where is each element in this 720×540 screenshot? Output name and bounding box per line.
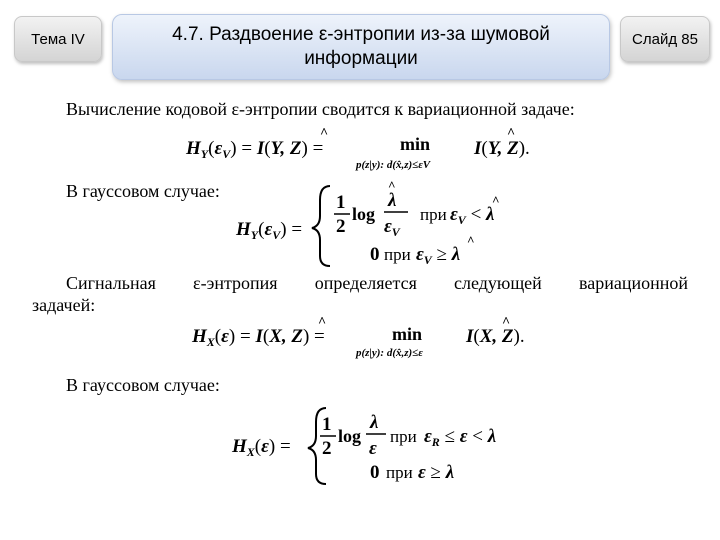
svg-text:при: при <box>384 245 411 264</box>
paragraph-gauss-1: В гауссовом случае: <box>66 181 220 201</box>
svg-text:HY(εV) =: $H_Y(\varepsilon_V)$ = <box>236 219 303 242</box>
svg-text:1: 1 <box>322 414 332 435</box>
log-word-2: log <box>338 426 362 446</box>
svg-text:1: 1 <box>336 192 346 213</box>
svg-text:при: при <box>390 427 417 446</box>
svg-text:λ: λ <box>370 412 379 433</box>
svg-text:εV: $\varepsilon_V$ <box>384 216 400 239</box>
svg-text:^: ^ <box>318 316 327 330</box>
svg-text:HY(εV) = I(Y, Z) =: $H_Y(\varepsilon_V) = I(Y$, Z) = <box>186 138 324 161</box>
svg-text:ε ≥ λ: ε ≥ λ <box>418 462 455 483</box>
svg-text:^: ^ <box>467 233 475 248</box>
svg-text:ε: ε <box>369 438 377 459</box>
slide-number-label: Слайд 85 <box>632 30 698 48</box>
formula-gauss-code <box>0 180 720 270</box>
min-operator-2: min <box>392 324 423 344</box>
paragraph-signal-entropy: Сигнальная ε-энтропия определяется следующей вариационной задачей: <box>32 273 688 315</box>
svg-text:^: ^ <box>388 180 396 193</box>
svg-text:HX(ε) =: $H_X(\varepsilon)$ = <box>232 436 291 459</box>
svg-text:εV < λ: $\varepsilon_V < \lambda$ <box>450 204 495 227</box>
slide-title: 4.7. Раздвоение ε-энтропии из-за шумовой информации <box>172 24 550 69</box>
svg-text:^: ^ <box>507 126 516 141</box>
svg-text:при: при <box>386 463 413 482</box>
svg-text:εV ≥ λ: $\varepsilon_V \ge \lambda$ <box>416 244 461 267</box>
topic-label: Тема IV <box>31 30 85 48</box>
log-word: log <box>352 204 376 224</box>
svg-text:I(Y, Z).: I(Y, Z). <box>474 138 530 159</box>
min-constraint-2: p(z|y): d(x̂,z)≤ε <box>356 347 423 359</box>
svg-text:2: 2 <box>322 438 332 459</box>
min-operator: min <box>400 134 431 154</box>
min-constraint: p(z|y): d(x̂,z)≤εV <box>356 159 431 171</box>
svg-text:λ: λ <box>388 190 397 211</box>
svg-text:0: 0 <box>370 244 380 265</box>
formula-code-entropy <box>0 126 720 186</box>
svg-text:I(X, Z).: I(X, Z). <box>466 326 525 347</box>
svg-text:^: ^ <box>492 193 500 208</box>
topic-badge <box>14 16 102 62</box>
svg-text:HX(ε) = I(X, Z) =: $H_X(\varepsilon) = I(X$, Z) = <box>192 326 325 349</box>
svg-text:εR ≤ ε < λ: $\varepsilon_R \le \varepsilon < \lambda$ <box>424 426 497 449</box>
slide-number-badge <box>620 16 710 62</box>
paragraph-code-entropy: Вычисление кодовой ε-энтропии сводится к вариационной задаче: <box>66 99 575 119</box>
svg-text:при: при <box>420 205 447 224</box>
svg-text:^: ^ <box>502 316 511 330</box>
formula-gauss-signal <box>0 402 720 492</box>
svg-text:2: 2 <box>336 216 346 237</box>
paragraph-gauss-2: В гауссовом случае: <box>66 375 220 395</box>
svg-text:0: 0 <box>370 462 380 483</box>
slide-title-box <box>112 14 610 80</box>
svg-text:^: ^ <box>320 126 329 141</box>
formula-signal-entropy <box>0 316 720 366</box>
